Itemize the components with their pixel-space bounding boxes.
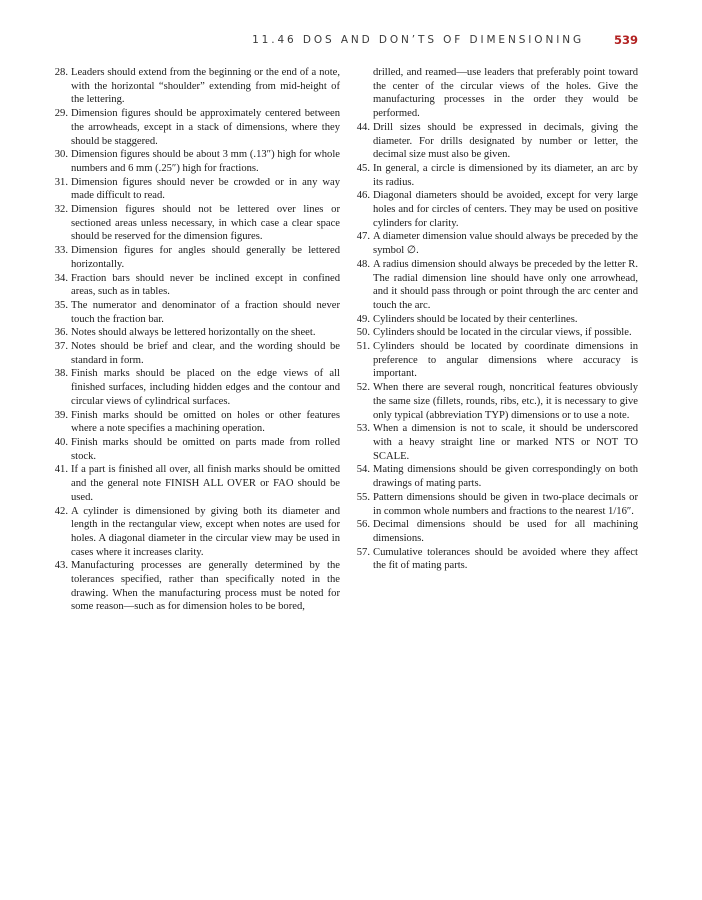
page-number: 539 bbox=[613, 33, 638, 47]
list-item bbox=[350, 491, 638, 518]
list-item bbox=[48, 436, 340, 463]
list-item bbox=[48, 176, 340, 203]
item-number: 38. bbox=[54, 368, 68, 380]
item-text: A cylinder is dimensioned by giving both its diameter and length in the rectangular view, except when notes are used for holes. A diagonal diameter in the circular view may be used in cases where it increases clarity. bbox=[71, 505, 340, 558]
item-number: 34. bbox=[54, 272, 68, 284]
item-number: 36. bbox=[54, 327, 68, 339]
item-43-continuation: drilled, and reamed—use leaders that preferably point toward the center of the circular views of the holes. Give the manufacturing processes in the order they would be performed. bbox=[373, 67, 638, 120]
list-item bbox=[350, 230, 638, 257]
list-item bbox=[350, 381, 638, 422]
list-item bbox=[48, 505, 340, 560]
item-text: Cumulative tolerances should be avoided where they affect the fit of mating parts. bbox=[373, 546, 638, 572]
item-number: 29. bbox=[54, 108, 68, 120]
item-number: 33. bbox=[54, 245, 68, 257]
item-text: Notes should be brief and clear, and the wording should be standard in form. bbox=[71, 341, 340, 366]
list-item bbox=[350, 121, 638, 162]
item-number: 48. bbox=[356, 258, 370, 270]
item-text: Fraction bars should never be inclined except in confined areas, such as in tables. bbox=[71, 272, 340, 298]
list-item bbox=[48, 299, 340, 326]
list-item bbox=[350, 463, 638, 490]
list-item bbox=[48, 107, 340, 148]
list-item bbox=[350, 326, 638, 340]
section-title: 11.46 DOS AND DON’TS OF DIMENSIONING bbox=[252, 34, 584, 46]
running-head bbox=[0, 34, 702, 48]
item-number: 41. bbox=[54, 464, 68, 476]
list-item bbox=[48, 559, 340, 614]
item-number: 54. bbox=[356, 464, 370, 476]
item-text: Finish marks should be omitted on parts made from rolled stock. bbox=[71, 436, 340, 462]
item-number: 52. bbox=[356, 382, 370, 394]
list-item bbox=[350, 546, 638, 573]
item-number: 49. bbox=[356, 313, 370, 325]
item-text: Decimal dimensions should be used for all machining dimensions. bbox=[373, 519, 638, 544]
item-text: Dimension figures should never be crowded or in any way made difficult to read. bbox=[71, 176, 340, 202]
item-text: Cylinders should be located in the circular views, if possible. bbox=[373, 327, 632, 339]
list-item bbox=[350, 189, 638, 230]
item-text: Dimension figures should be approximately centered between the arrowheads, except in a stack of dimensions, where they should be staggered. bbox=[71, 108, 340, 147]
item-number: 45. bbox=[356, 162, 370, 174]
list-item bbox=[48, 66, 340, 107]
list-item bbox=[48, 326, 340, 340]
item-number: 46. bbox=[356, 190, 370, 202]
item-number: 55. bbox=[356, 491, 370, 503]
item-text: Mating dimensions should be given correspondingly on both drawings of mating parts. bbox=[373, 464, 638, 490]
item-text: Finish marks should be omitted on holes or other features where a note specifies a machining operation. bbox=[71, 409, 340, 435]
list-item bbox=[350, 422, 638, 463]
item-number: 30. bbox=[54, 149, 68, 161]
item-text: Cylinders should be located by coordinate dimensions in preference to angular dimensions where accuracy is important. bbox=[373, 341, 638, 380]
item-number: 35. bbox=[54, 299, 68, 311]
list-item bbox=[48, 463, 340, 504]
right-column bbox=[350, 66, 638, 573]
list-item bbox=[48, 340, 340, 367]
list-item bbox=[48, 244, 340, 271]
item-number: 31. bbox=[54, 176, 68, 188]
list-item bbox=[350, 313, 638, 327]
item-text: Dimension figures should not be lettered over lines or sectioned areas unless necessary, in which case a clear space should be reserved for the dimension figures. bbox=[71, 204, 340, 243]
item-text: Dimension figures for angles should generally be lettered horizontally. bbox=[71, 245, 340, 270]
item-number: 57. bbox=[356, 546, 370, 558]
list-item bbox=[48, 203, 340, 244]
item-number: 47. bbox=[356, 231, 370, 243]
item-text: A radius dimension should always be preceded by the letter R. The radial dimension line should have only one arrowhead, and it should pass through or point through the arc center and touch the arc. bbox=[373, 258, 638, 311]
item-number: 43. bbox=[54, 560, 68, 572]
list-item bbox=[48, 272, 340, 299]
item-text: Pattern dimensions should be given in two-place decimals or in common whole numbers and fractions to the nearest 1/16″. bbox=[373, 491, 638, 517]
item-number: 53. bbox=[356, 423, 370, 435]
item-text: A diameter dimension value should always be preceded by the symbol ∅. bbox=[373, 231, 638, 257]
item-text: The numerator and denominator of a fraction should never touch the fraction bar. bbox=[71, 299, 340, 325]
item-number: 28. bbox=[54, 67, 68, 78]
item-text: Leaders should extend from the beginning or the end of a note, with the horizontal “shoulder” extending from mid-height of the lettering. bbox=[71, 67, 340, 106]
list-item bbox=[48, 409, 340, 436]
item-number: 44. bbox=[356, 121, 370, 133]
item-number: 39. bbox=[54, 409, 68, 421]
item-number: 37. bbox=[54, 341, 68, 353]
item-text: Finish marks should be placed on the edge views of all finished surfaces, including hidden edges and the contour and circular views of cylindrical surfaces. bbox=[71, 368, 340, 407]
left-column bbox=[48, 66, 340, 614]
item-text: If a part is finished all over, all finish marks should be omitted and the general note FINISH ALL OVER or FAO should be used. bbox=[71, 464, 340, 503]
item-number: 40. bbox=[54, 436, 68, 448]
item-text: In general, a circle is dimensioned by its diameter, an arc by its radius. bbox=[373, 162, 638, 188]
list-item bbox=[350, 518, 638, 545]
list-item bbox=[48, 148, 340, 175]
item-number: 50. bbox=[356, 327, 370, 339]
list-item bbox=[350, 162, 638, 189]
item-number: 51. bbox=[356, 341, 370, 353]
item-text: Cylinders should be located by their centerlines. bbox=[373, 313, 578, 325]
item-text: When a dimension is not to scale, it should be underscored with a heavy straight line or marked NTS or NOT TO SCALE. bbox=[373, 423, 638, 462]
item-text: Notes should always be lettered horizontally on the sheet. bbox=[71, 327, 316, 339]
list-item bbox=[350, 258, 638, 313]
item-number: 42. bbox=[54, 505, 68, 517]
item-text: Dimension figures should be about 3 mm (.13″) high for whole numbers and 6 mm (.25″) high for fractions. bbox=[71, 149, 340, 174]
item-text: Manufacturing processes are generally determined by the tolerances specified, rather than specifically noted in the drawing. When the manufacturing process must be noted for some reason—such as for dimension holes to be bored, bbox=[71, 560, 340, 613]
list-item bbox=[350, 340, 638, 381]
item-text: Diagonal diameters should be avoided, except for very large holes and for circles of centers. They may be used on positive cylinders for clarity. bbox=[373, 190, 638, 229]
item-text: When there are several rough, noncritical features obviously the same size (fillets, rounds, ribs, etc.), it is necessary to give only typical (abbreviation TYP) dimensions or to use a note. bbox=[373, 382, 638, 421]
item-number: 32. bbox=[54, 204, 68, 216]
item-text: Drill sizes should be expressed in decimals, giving the diameter. For drills designated by number or letter, the decimal size must also be given. bbox=[373, 121, 638, 161]
item-number: 56. bbox=[356, 519, 370, 531]
list-item bbox=[48, 367, 340, 408]
